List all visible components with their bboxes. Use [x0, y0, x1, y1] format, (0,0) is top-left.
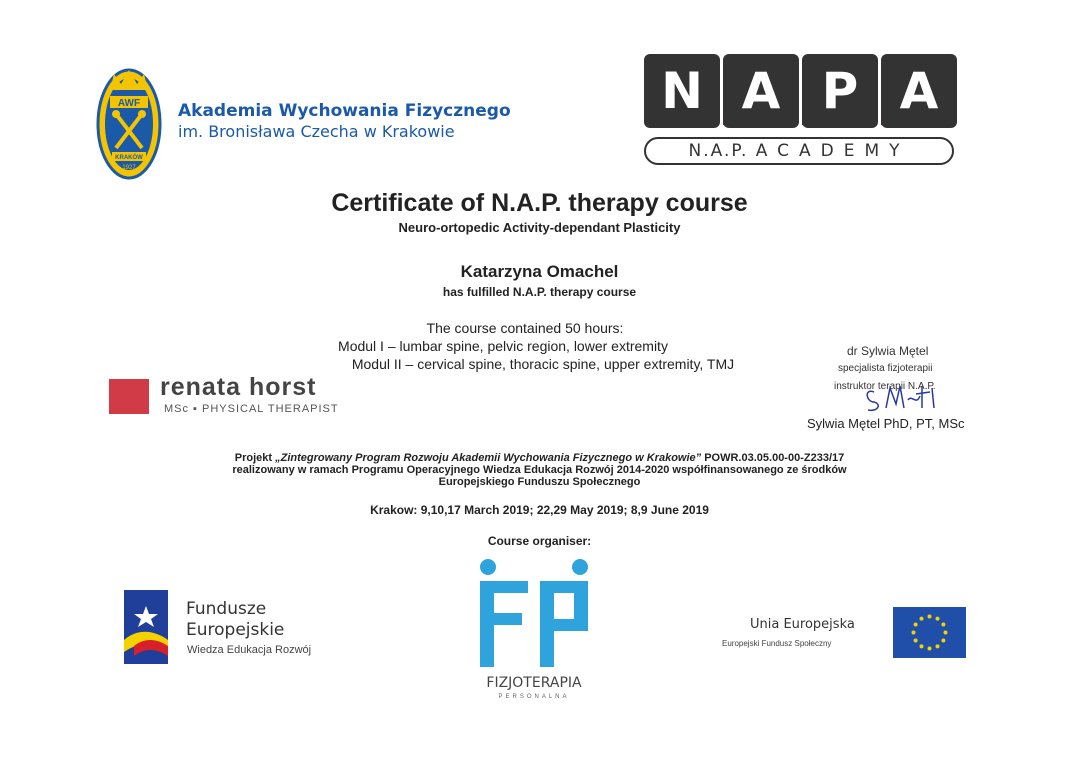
crown-icon	[110, 70, 148, 90]
eu-star-icon	[928, 647, 932, 651]
signatory-name: Sylwia Mętel PhD, PT, MSc	[807, 416, 965, 431]
napa-tile-p: P	[802, 54, 878, 128]
eu-star-icon	[928, 615, 932, 619]
svg-text:AWF: AWF	[117, 98, 141, 109]
course-dates: Krakow: 9,10,17 March 2019; 22,29 May 2019; 8,9 June 2019	[370, 503, 709, 517]
organiser-label: Course organiser:	[487, 534, 592, 548]
eu-star-icon	[914, 639, 918, 643]
stamp-dr-name: dr Sylwia Mętel	[847, 344, 929, 358]
svg-text:KRAKÓW: KRAKÓW	[115, 155, 143, 161]
eu-star-icon	[914, 623, 918, 627]
napa-logo	[644, 54, 950, 128]
napa-academy-banner	[644, 137, 954, 165]
certificate-subtitle: Neuro-ortopedic Activity-dependant Plasticity	[398, 220, 681, 235]
eu-star-icon	[941, 623, 945, 627]
fp-fizjoterapia-logo	[476, 557, 592, 669]
renata-horst-title: MSc ▪ PHYSICAL THERAPIST	[164, 403, 339, 415]
eu-flag-icon	[893, 607, 966, 658]
handwritten-signature	[860, 380, 950, 416]
certificate-title: Certificate of N.A.P. therapy course	[331, 189, 748, 217]
project-line1: Projekt „Zintegrowany Program Rozwoju Akademii Wychowania Fizycznego w Krakowie” POWR.03.05.00-00-Z233/17	[234, 452, 845, 464]
napa-academy-word: ACADEMY	[755, 141, 910, 161]
ue-sub: Europejski Fundusz Społeczny	[722, 639, 832, 648]
eu-star-icon	[936, 644, 940, 648]
fundusze-sub: Wiedza Edukacja Rozwój	[187, 644, 312, 656]
eu-star-icon	[912, 631, 916, 635]
eu-star-icon	[920, 644, 924, 648]
fundusze-europejskie-logo	[124, 590, 168, 664]
awf-name-line1: Akademia Wychowania Fizycznego	[178, 101, 511, 121]
eu-star-icon	[941, 639, 945, 643]
eu-star-icon	[920, 617, 924, 621]
eu-star-icon	[936, 617, 940, 621]
ue-name: Unia Europejska	[750, 617, 855, 632]
napa-tile-n: N	[644, 54, 720, 128]
renata-horst-name: renata horst	[160, 373, 317, 401]
project-line2: realizowany w ramach Programu Operacyjnego Wiedza Edukacja Rozwój 2014-2020 współfinansowanego ze środków	[232, 464, 847, 476]
project-line3: Europejskiego Funduszu Społecznego	[438, 476, 641, 488]
eu-star-icon	[944, 631, 948, 635]
napa-academy-prefix: N.A.P.	[688, 141, 749, 161]
recipient-name: Katarzyna Omachel	[460, 262, 619, 281]
awf-seal-logo	[96, 62, 162, 180]
fundusze-line2: Europejskie	[186, 620, 285, 640]
napa-tile-a1: A	[723, 54, 799, 128]
svg-text:1927: 1927	[122, 165, 136, 171]
fp-name: FIZJOTERAPIA	[486, 675, 582, 691]
napa-tile-a2: A	[881, 54, 957, 128]
course-content	[300, 319, 860, 373]
course-module-1: Modul I – lumbar spine, pelvic region, lower extremity	[338, 338, 668, 354]
project-info	[0, 452, 1079, 488]
stamp-specialist: specjalista fizjoterapii	[838, 363, 933, 374]
stamp-instructor: instruktor terapii N.A.P.	[834, 381, 936, 392]
course-hours: The course contained 50 hours:	[426, 320, 624, 336]
awf-name-line2: im. Bronisława Czecha w Krakowie	[178, 122, 455, 141]
course-module-2: Modul II – cervical spine, thoracic spine, upper extremity, TMJ	[351, 356, 735, 372]
fp-sub: PERSONALNA	[498, 694, 570, 700]
fulfilled-text: has fulfilled N.A.P. therapy course	[442, 285, 637, 299]
renata-horst-logo-square	[109, 379, 149, 414]
fundusze-line1: Fundusze	[186, 599, 267, 619]
